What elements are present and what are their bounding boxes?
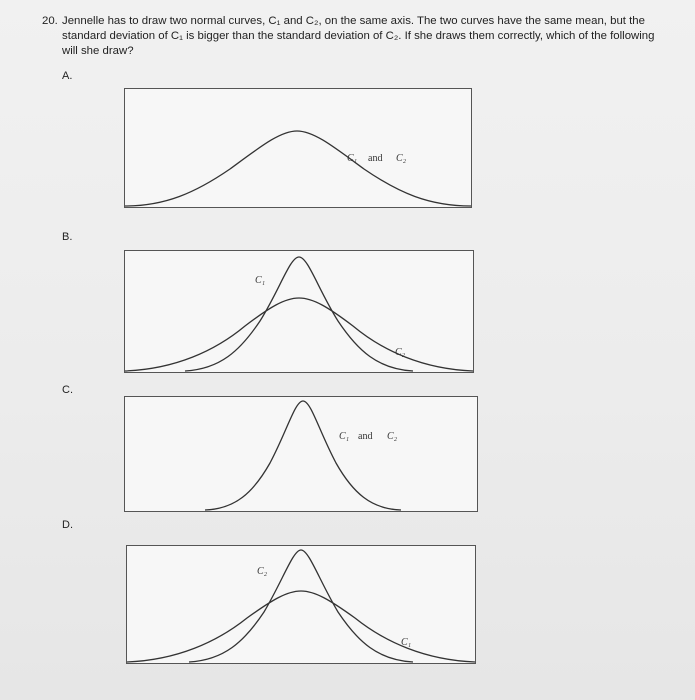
option-a-svg	[125, 89, 471, 207]
option-c-label[interactable]: C.	[62, 384, 73, 396]
option-b-svg	[125, 251, 473, 372]
option-d-label[interactable]: D.	[62, 519, 73, 531]
option-c-curve	[205, 401, 401, 510]
option-c-label-c1: C₁	[339, 431, 350, 442]
option-d-curve-wide	[127, 591, 475, 662]
option-b-label-c1: C₁	[255, 275, 266, 286]
question-line-1: 20. Jennelle has to draw two normal curves, C₁ and C₂, on the same axis. The two curves have the same mean, but the	[42, 15, 645, 27]
option-b-curve-wide	[125, 298, 473, 371]
option-c-svg	[125, 397, 477, 511]
option-a-graph[interactable]	[124, 88, 472, 208]
option-b-graph[interactable]	[124, 250, 474, 373]
option-a-label-and: and	[368, 153, 383, 164]
option-b-label-c2: C₂	[395, 347, 406, 358]
option-c-label-and: and	[358, 431, 373, 442]
option-a-label-c1: C₁	[347, 153, 358, 164]
option-c-graph[interactable]	[124, 396, 478, 512]
option-d-svg	[127, 546, 475, 663]
option-b-label[interactable]: B.	[62, 231, 73, 243]
question-number: 20.	[42, 15, 58, 27]
question-text	[42, 14, 672, 59]
option-c-label-c2: C₂	[387, 431, 398, 442]
option-d-label-c2: C₂	[257, 566, 268, 577]
option-a-label-c2: C₂	[396, 153, 407, 164]
option-d-curve-narrow	[189, 550, 413, 662]
option-d-graph[interactable]	[126, 545, 476, 664]
option-a-curve	[125, 131, 471, 206]
question-line-2: standard deviation of C₁ is bigger than the standard deviation of C₂. If she draws them correctly, which of the following	[62, 30, 655, 42]
question-line-3: will she draw?	[62, 45, 134, 57]
option-a-label[interactable]: A.	[62, 70, 73, 82]
option-d-label-c1: C₁	[401, 637, 412, 648]
option-b-curve-narrow	[185, 257, 413, 371]
